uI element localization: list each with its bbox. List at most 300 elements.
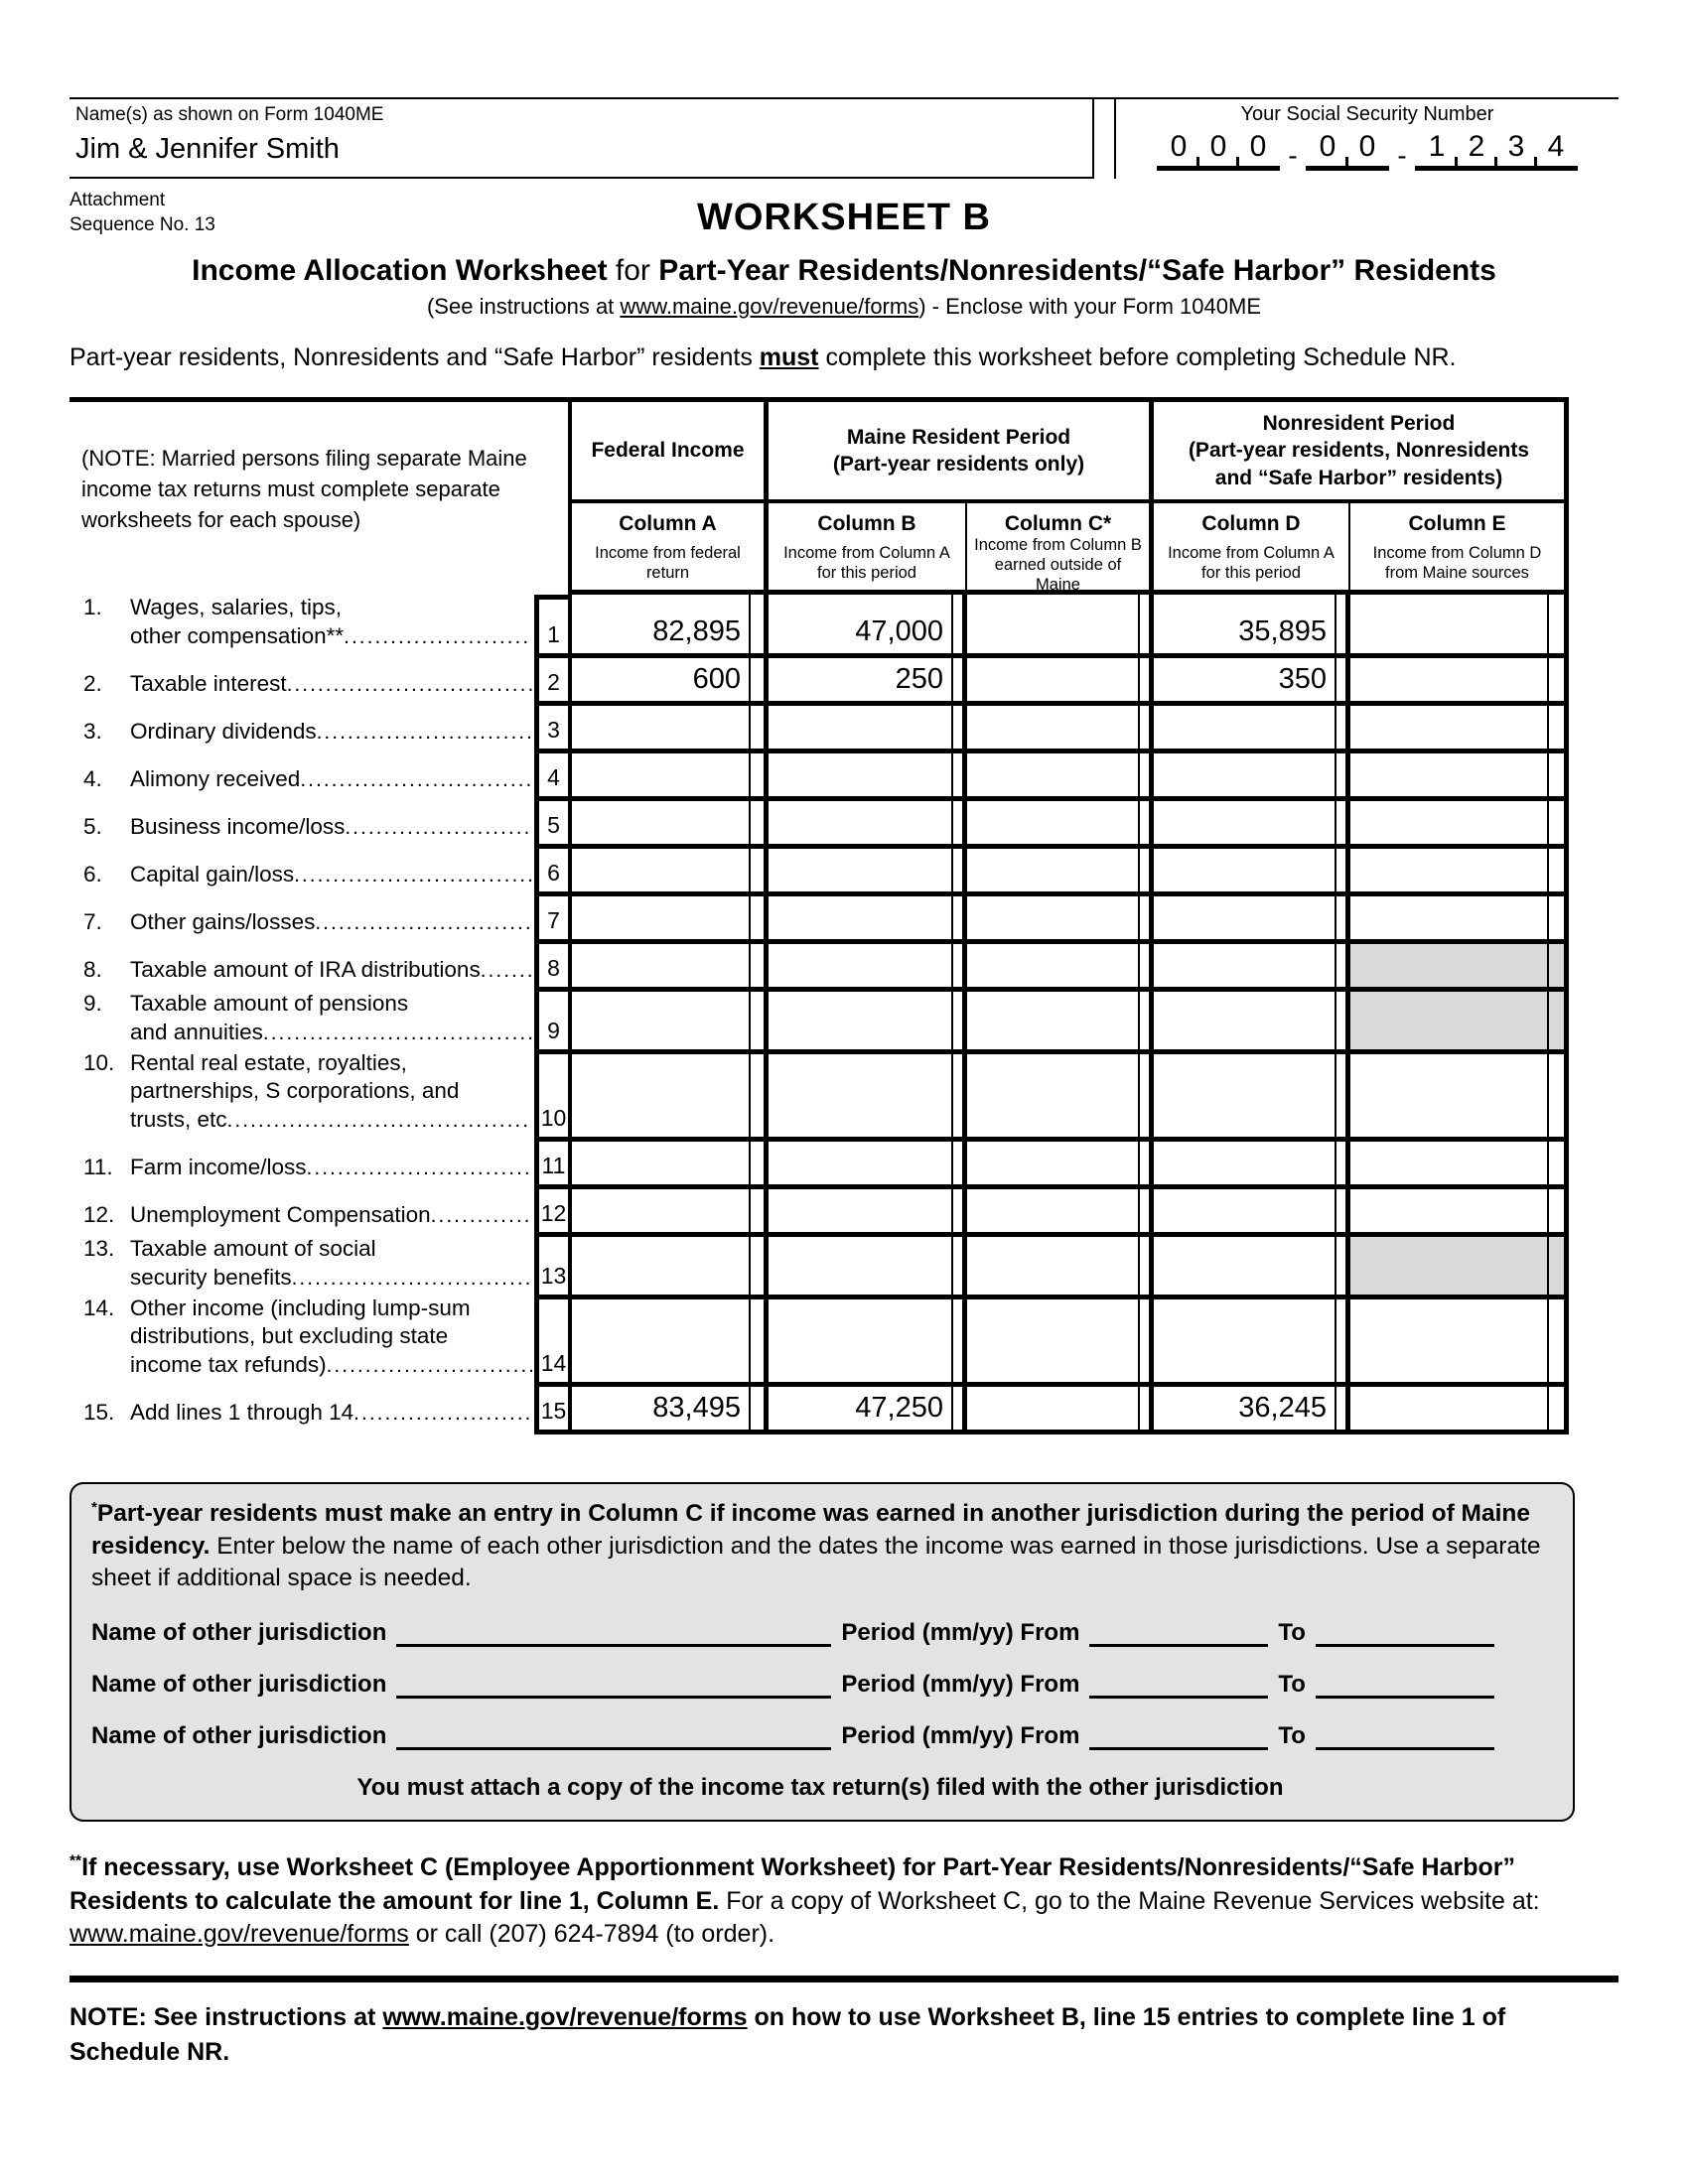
cell-row1-colD: 35,895	[1154, 595, 1335, 658]
cell-row3-colC	[967, 706, 1138, 753]
row-5-description	[70, 801, 534, 849]
row-number-label: 2.	[83, 671, 102, 697]
cell-row12-colD	[1154, 1189, 1335, 1237]
cell-row14-colD	[1154, 1299, 1335, 1387]
ssn-digit: 1	[1417, 128, 1457, 166]
cell-row2-colD: 350	[1154, 658, 1335, 706]
cell-row6-colB-cents	[951, 849, 967, 896]
cell-row7-colD-cents	[1335, 896, 1350, 944]
dotted-leader	[300, 765, 532, 794]
cell-row7-colE	[1350, 896, 1547, 944]
cell-row6-colE	[1350, 849, 1547, 896]
period-from-blank	[1089, 1616, 1268, 1647]
row-label-line: Other gains/losses	[130, 909, 316, 935]
period-from-label: Period (mm/yy) From	[841, 1721, 1080, 1749]
ssn-group	[1306, 128, 1389, 171]
subtitle-link[interactable]: www.maine.gov/revenue/forms	[620, 293, 919, 319]
footnote-bold: If necessary, use Worksheet C (Employee Apportionment Worksheet) for Part-Year Residents/Nonresidents/“Safe Harbor” Residents to calculate the amount for line 1, Column E.	[70, 1852, 1515, 1915]
cell-row8-colB	[769, 944, 951, 992]
row-number-label: 15.	[83, 1400, 115, 1426]
dotted-leader	[317, 718, 532, 747]
form-title-bold1: Income Allocation Worksheet	[192, 254, 608, 287]
intro-pre: Part-year residents, Nonresidents and “Safe Harbor” residents	[70, 342, 760, 371]
row-number-label: 7.	[83, 909, 102, 935]
table-note-cell: (NOTE: Married persons filing separate Maine income tax returns must complete separate worksheets for each spouse)	[70, 402, 572, 595]
cell-row7-colA-cents	[749, 896, 769, 944]
ssn-digit: 0	[1249, 130, 1267, 163]
double-asterisk-marker: **	[70, 1852, 82, 1870]
cell-row8-colE	[1350, 944, 1547, 992]
period-to-blank	[1316, 1719, 1494, 1750]
row-13-description	[70, 1237, 534, 1299]
cell-row9-colC-cents	[1138, 992, 1154, 1054]
cell-row13-colD	[1154, 1237, 1335, 1299]
row-10-line-number: 10	[534, 1054, 572, 1142]
jurisdiction-name-label: Name of other jurisdiction	[91, 1721, 387, 1749]
cell-row3-colD	[1154, 706, 1335, 753]
cell-row8-colA-cents	[749, 944, 769, 992]
ssn-digit: 0	[1308, 128, 1347, 166]
row-label-line: security benefits	[130, 1265, 292, 1291]
attachment-line1: Attachment	[70, 190, 166, 210]
cell-row6-colD	[1154, 849, 1335, 896]
row-6-description	[70, 849, 534, 896]
cell-row9-colE-cents	[1547, 992, 1569, 1054]
subtitle-post: ) - Enclose with your Form 1040ME	[918, 293, 1261, 319]
cell-row5-colA-cents	[749, 801, 769, 849]
cell-row9-colE	[1350, 992, 1547, 1054]
row-12-description	[70, 1189, 534, 1237]
cell-row13-colA	[572, 1237, 749, 1299]
cell-row5-colE	[1350, 801, 1547, 849]
cell-row10-colC	[967, 1054, 1138, 1142]
cell-row3-colB	[769, 706, 951, 753]
row-11-description	[70, 1142, 534, 1189]
cell-row3-colC-cents	[1138, 706, 1154, 753]
cell-row13-colB	[769, 1237, 951, 1299]
row-4-line-number: 4	[534, 753, 572, 801]
cell-row6-colE-cents	[1547, 849, 1569, 896]
column-label: Column D	[1201, 512, 1301, 535]
group-header-2	[1154, 402, 1569, 503]
cell-row12-colB-cents	[951, 1189, 967, 1237]
jurisdiction-row-2	[91, 1668, 1549, 1699]
asterisk-marker: *	[91, 1499, 97, 1516]
jurisdiction-name-blank	[396, 1719, 831, 1750]
to-label: To	[1278, 1721, 1306, 1749]
row-15-line-number: 15	[534, 1387, 572, 1434]
row-label-line: Business income/loss	[130, 814, 346, 840]
cell-row12-colA	[572, 1189, 749, 1237]
row-label-line: Ordinary dividends	[130, 719, 317, 745]
row-number-label: 8.	[83, 957, 102, 983]
group-header-0	[572, 402, 769, 503]
row-number-label: 4.	[83, 766, 102, 792]
cell-row11-colB-cents	[951, 1142, 967, 1189]
form-title-bold2: Part-Year Residents/Nonresidents/“Safe Harbor” Residents	[658, 254, 1496, 287]
cell-row7-colE-cents	[1547, 896, 1569, 944]
cell-row5-colC	[967, 801, 1138, 849]
cell-row12-colB	[769, 1189, 951, 1237]
column-label: Column C*	[1004, 512, 1112, 535]
row-11-line-number: 11	[534, 1142, 572, 1189]
cell-row6-colA-cents	[749, 849, 769, 896]
bottom-note-pre: NOTE: See instructions at	[70, 2003, 383, 2032]
cell-row15-colE-cents	[1547, 1387, 1569, 1434]
cell-row13-colC-cents	[1138, 1237, 1154, 1299]
to-label: To	[1278, 1670, 1306, 1698]
cell-row15-colC	[967, 1387, 1138, 1434]
jurisdiction-name-label: Name of other jurisdiction	[91, 1670, 387, 1698]
row-number-label: 13.	[83, 1236, 115, 1262]
row-number-label: 3.	[83, 719, 102, 745]
cell-row1-colB-cents	[951, 595, 967, 658]
cell-row14-colA	[572, 1299, 749, 1387]
id-box-gap	[1094, 99, 1114, 179]
jurisdiction-box	[70, 1482, 1575, 1822]
column-desc: Income from federal return	[595, 544, 741, 583]
cell-row12-colD-cents	[1335, 1189, 1350, 1237]
period-to-blank	[1316, 1668, 1494, 1699]
cell-row10-colA-cents	[749, 1054, 769, 1142]
row-label-line: trusts, etc	[130, 1107, 227, 1133]
cell-row9-colD	[1154, 992, 1335, 1054]
bottom-note-link[interactable]: www.maine.gov/revenue/forms	[382, 2003, 748, 2032]
cell-row14-colB-cents	[951, 1299, 967, 1387]
cell-row14-colE	[1350, 1299, 1547, 1387]
worksheet-title: WORKSHEET B	[697, 197, 991, 238]
cell-row11-colE-cents	[1547, 1142, 1569, 1189]
row-1-line-number: 1	[534, 595, 572, 658]
row-label-line: Add lines 1 through 14	[130, 1400, 354, 1426]
row-label-line: partnerships, S corporations, and	[130, 1078, 460, 1104]
cell-row5-colD-cents	[1335, 801, 1350, 849]
row-number-label: 12.	[83, 1202, 115, 1228]
cell-row5-colB	[769, 801, 951, 849]
cell-row11-colD-cents	[1335, 1142, 1350, 1189]
column-desc: Income from Column A for this period	[783, 544, 950, 583]
ssn-digits	[1116, 128, 1618, 171]
banner-band	[70, 189, 1618, 250]
cell-row10-colB	[769, 1054, 951, 1142]
row-2-description	[70, 658, 534, 706]
cell-row8-colC	[967, 944, 1138, 992]
row-6-line-number: 6	[534, 849, 572, 896]
cell-row4-colE	[1350, 753, 1547, 801]
form-title	[70, 254, 1618, 289]
dotted-leader	[292, 1264, 532, 1293]
cell-row11-colA	[572, 1142, 749, 1189]
cell-row15-colC-cents	[1138, 1387, 1154, 1434]
cell-row15-colE	[1350, 1387, 1547, 1434]
ssn-dash: -	[1397, 140, 1407, 171]
cell-row2-colB-cents	[951, 658, 967, 706]
intro-paragraph	[70, 341, 1559, 374]
cell-row4-colD	[1154, 753, 1335, 801]
row-10-description	[70, 1049, 534, 1142]
cell-row4-colB	[769, 753, 951, 801]
row-15-description	[70, 1387, 534, 1434]
cell-row2-colA-cents	[749, 658, 769, 706]
ssn-digit: 0	[1159, 128, 1198, 166]
cell-row12-colE	[1350, 1189, 1547, 1237]
cell-row1-colE-cents	[1547, 595, 1569, 658]
cell-row12-colE-cents	[1547, 1189, 1569, 1237]
row-8-line-number: 8	[534, 944, 572, 992]
row-label-line: Taxable amount of pensions	[130, 991, 409, 1017]
cell-row9-colB-cents	[951, 992, 967, 1054]
cell-row12-colA-cents	[749, 1189, 769, 1237]
jurisdiction-normal-tail: Enter below the name of each other jurisdiction and the dates the income was earned in those jurisdictions. Use a separate sheet if additional space is needed.	[91, 1532, 1541, 1592]
row-3-line-number: 3	[534, 706, 572, 753]
attachment-note	[70, 189, 215, 237]
cell-row3-colA-cents	[749, 706, 769, 753]
cell-row10-colA	[572, 1054, 749, 1142]
intro-must: must	[759, 342, 819, 371]
row-number-label: 9.	[83, 991, 102, 1017]
row-label-line: Taxable amount of social	[130, 1236, 376, 1262]
jurisdiction-row-1	[91, 1616, 1549, 1647]
identification-box	[70, 97, 1618, 179]
row-label-line: and annuities	[130, 1020, 263, 1045]
cell-row6-colD-cents	[1335, 849, 1350, 896]
dotted-leader	[263, 1019, 532, 1047]
cell-row8-colD-cents	[1335, 944, 1350, 992]
row-label-line: Farm income/loss	[130, 1155, 307, 1180]
cell-row10-colC-cents	[1138, 1054, 1154, 1142]
cell-row1-colE	[1350, 595, 1547, 658]
cell-row4-colB-cents	[951, 753, 967, 801]
group-header-1	[769, 402, 1154, 503]
ssn-label: Your Social Security Number	[1240, 103, 1494, 125]
row-12-line-number: 12	[534, 1189, 572, 1237]
row-label-line: Taxable amount of IRA distributions	[130, 957, 481, 983]
dotted-leader	[345, 813, 532, 842]
ssn-digit: 3	[1496, 128, 1536, 166]
cell-row10-colD	[1154, 1054, 1335, 1142]
divider-rule	[70, 1976, 1618, 1982]
ssn-digit: 0	[1358, 130, 1376, 163]
row-number-label: 6.	[83, 862, 102, 887]
jurisdiction-bold-lead: Part-year residents must make an entry in Column C if income was earned in another jurisdiction during the period of Maine residency.	[91, 1500, 1530, 1560]
cell-row9-colC	[967, 992, 1138, 1054]
cell-row5-colB-cents	[951, 801, 967, 849]
column-desc: Income from Column A for this period	[1168, 544, 1335, 583]
row-label-line: Capital gain/loss	[130, 862, 295, 887]
cell-row5-colA	[572, 801, 749, 849]
jurisdiction-paragraph	[91, 1498, 1549, 1595]
jurisdiction-row-3	[91, 1719, 1549, 1750]
cell-row15-colB-cents	[951, 1387, 967, 1434]
group-subtitle: (Part-year residents only)	[832, 453, 1085, 476]
row-9-description	[70, 992, 534, 1054]
row-1-description	[70, 595, 534, 658]
cell-row4-colA-cents	[749, 753, 769, 801]
cell-row5-colE-cents	[1547, 801, 1569, 849]
cell-row3-colD-cents	[1335, 706, 1350, 753]
row-label-line: Wages, salaries, tips,	[130, 595, 342, 620]
cell-row3-colE-cents	[1547, 706, 1569, 753]
column-desc: Income from Column D from Maine sources	[1372, 544, 1542, 583]
column-header-B	[769, 503, 967, 595]
cell-row10-colE-cents	[1547, 1054, 1569, 1142]
row-number-label: 1.	[83, 595, 102, 620]
page-content	[70, 97, 1618, 2070]
column-label: Column A	[619, 512, 717, 535]
row-3-description	[70, 706, 534, 753]
cell-row14-colD-cents	[1335, 1299, 1350, 1387]
cell-row9-colA	[572, 992, 749, 1054]
cell-row15-colD-cents	[1335, 1387, 1350, 1434]
cell-row2-colC	[967, 658, 1138, 706]
cell-row3-colE	[1350, 706, 1547, 753]
cell-row4-colC	[967, 753, 1138, 801]
cell-row11-colC-cents	[1138, 1142, 1154, 1189]
row-number-label: 11.	[83, 1155, 113, 1180]
cell-row15-colA-cents	[749, 1387, 769, 1434]
row-label-line: Other income (including lump-sum	[130, 1295, 471, 1320]
bottom-note-post: on how to use Worksheet B, line 15 entries to complete line 1 of Schedule NR.	[70, 2003, 1506, 2067]
intro-post: complete this worksheet before completing Schedule NR.	[818, 342, 1457, 371]
cell-row7-colC	[967, 896, 1138, 944]
cell-row13-colE-cents	[1547, 1237, 1569, 1299]
cell-row13-colD-cents	[1335, 1237, 1350, 1299]
cell-row14-colC	[967, 1299, 1138, 1387]
jurisdiction-name-blank	[396, 1668, 831, 1699]
row-number-label: 5.	[83, 814, 102, 840]
form-title-mid: for	[607, 254, 659, 287]
ssn-digit: 4	[1547, 130, 1565, 163]
cell-row4-colE-cents	[1547, 753, 1569, 801]
group-title: Maine Resident Period	[846, 425, 1071, 449]
cell-row11-colD	[1154, 1142, 1335, 1189]
attachment-line2: Sequence No. 13	[70, 213, 215, 235]
cell-row6-colC	[967, 849, 1138, 896]
row-5-line-number: 5	[534, 801, 572, 849]
cell-row13-colC	[967, 1237, 1138, 1299]
group-subtitle: (Part-year residents, Nonresidents and “Safe Harbor” residents)	[1188, 439, 1530, 489]
cell-row1-colA: 82,895	[572, 595, 749, 658]
cell-row15-colD: 36,245	[1154, 1387, 1335, 1434]
cell-row7-colB	[769, 896, 951, 944]
dotted-leader	[353, 1399, 532, 1428]
cell-row15-colA: 83,495	[572, 1387, 749, 1434]
name-label: Name(s) as shown on Form 1040ME	[75, 104, 384, 125]
jurisdiction-name-blank	[396, 1616, 831, 1647]
row-label-line: Alimony received	[130, 766, 301, 792]
cell-row10-colD-cents	[1335, 1054, 1350, 1142]
period-from-blank	[1089, 1668, 1268, 1699]
row-14-description	[70, 1295, 534, 1387]
to-label: To	[1278, 1618, 1306, 1646]
ssn-digit: 2	[1457, 128, 1496, 166]
cell-row14-colA-cents	[749, 1299, 769, 1387]
cell-row2-colB: 250	[769, 658, 951, 706]
cell-row1-colC	[967, 595, 1138, 658]
attach-copy-note: You must attach a copy of the income tax return(s) filed with the other jurisdiction	[356, 1773, 1284, 1801]
column-header-E	[1350, 503, 1569, 595]
column-header-A	[572, 503, 769, 595]
row-8-description	[70, 944, 534, 992]
cell-row2-colA: 600	[572, 658, 749, 706]
ssn-cell	[1114, 99, 1618, 179]
row-label-line: other compensation**	[130, 623, 345, 649]
name-cell	[70, 99, 1094, 179]
cell-row4-colC-cents	[1138, 753, 1154, 801]
row-7-line-number: 7	[534, 896, 572, 944]
cell-row5-colC-cents	[1138, 801, 1154, 849]
cell-row7-colC-cents	[1138, 896, 1154, 944]
row-label-line: Taxable interest	[130, 671, 287, 697]
footnote-link[interactable]: www.maine.gov/revenue/forms	[70, 1920, 409, 1949]
dotted-leader	[287, 670, 532, 699]
column-header-D	[1154, 503, 1350, 595]
cell-row8-colD	[1154, 944, 1335, 992]
cell-row2-colD-cents	[1335, 658, 1350, 706]
row-7-description	[70, 896, 534, 944]
row-number-label: 10.	[83, 1049, 115, 1075]
cell-row12-colC	[967, 1189, 1138, 1237]
row-4-description	[70, 753, 534, 801]
period-to-blank	[1316, 1616, 1494, 1647]
period-from-label: Period (mm/yy) From	[841, 1670, 1080, 1698]
cell-row8-colA	[572, 944, 749, 992]
group-title: Federal Income	[591, 439, 745, 463]
dotted-leader	[327, 1351, 532, 1380]
group-title: Nonresident Period	[1262, 412, 1456, 436]
footnote-normal-post: or call (207) 624-7894 (to order).	[408, 1920, 775, 1949]
column-header-C	[967, 503, 1154, 595]
cell-row13-colB-cents	[951, 1237, 967, 1299]
cell-row1-colC-cents	[1138, 595, 1154, 658]
bottom-note	[70, 2000, 1579, 2070]
row-13-line-number: 13	[534, 1237, 572, 1299]
cell-row12-colC-cents	[1138, 1189, 1154, 1237]
taxpayer-name: Jim & Jennifer Smith	[75, 133, 340, 165]
column-label: Column E	[1408, 512, 1506, 535]
cell-row13-colA-cents	[749, 1237, 769, 1299]
period-from-blank	[1089, 1719, 1268, 1750]
dotted-leader	[481, 956, 532, 985]
dotted-leader	[307, 1154, 532, 1182]
cell-row3-colB-cents	[951, 706, 967, 753]
row-label-line: distributions, but excluding state	[130, 1323, 449, 1349]
cell-row13-colE	[1350, 1237, 1547, 1299]
cell-row6-colC-cents	[1138, 849, 1154, 896]
cell-row6-colB	[769, 849, 951, 896]
ssn-dash: -	[1288, 140, 1298, 171]
cell-row7-colD	[1154, 896, 1335, 944]
ssn-group	[1415, 128, 1578, 171]
cell-row1-colA-cents	[749, 595, 769, 658]
cell-row15-colB: 47,250	[769, 1387, 951, 1434]
cell-row1-colD-cents	[1335, 595, 1350, 658]
cell-row10-colB-cents	[951, 1054, 967, 1142]
cell-row14-colB	[769, 1299, 951, 1387]
dotted-leader	[315, 908, 532, 937]
cell-row11-colC	[967, 1142, 1138, 1189]
cell-row14-colC-cents	[1138, 1299, 1154, 1387]
ssn-group	[1157, 128, 1280, 171]
column-desc: Income from Column B earned outside of Maine	[974, 536, 1142, 594]
cell-row11-colA-cents	[749, 1142, 769, 1189]
cell-row9-colA-cents	[749, 992, 769, 1054]
cell-row4-colD-cents	[1335, 753, 1350, 801]
cell-row11-colE	[1350, 1142, 1547, 1189]
dotted-leader	[344, 622, 532, 651]
form-subtitle	[70, 294, 1618, 320]
row-14-line-number: 14	[534, 1299, 572, 1387]
